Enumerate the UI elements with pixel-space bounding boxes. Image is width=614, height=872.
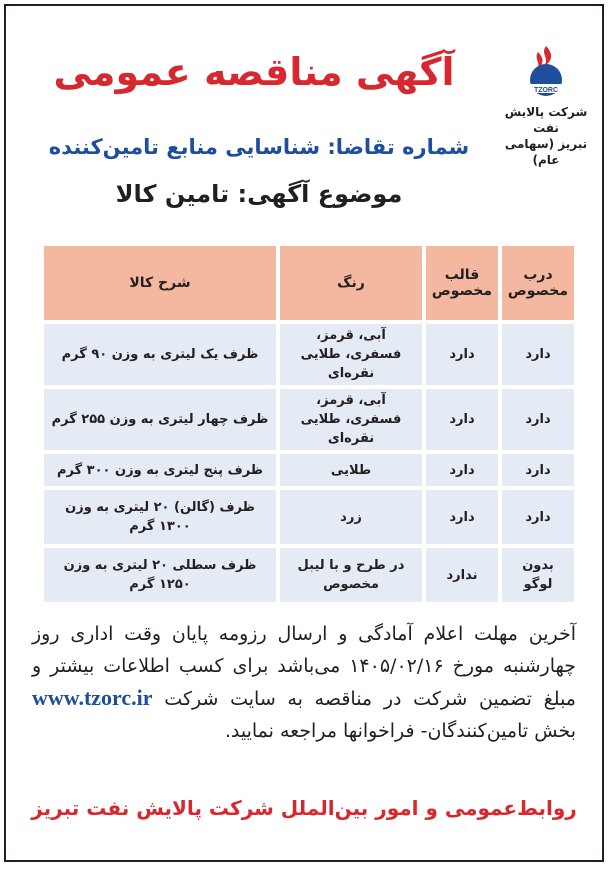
cell-mold: دارد [424, 322, 500, 387]
cell-description: ظرف یک لیتری به وزن ۹۰ گرم [42, 322, 278, 387]
cell-mold: دارد [424, 387, 500, 452]
cell-door: دارد [500, 387, 576, 452]
table-row [42, 452, 576, 488]
cell-color: آبی، قرمز، فسفری، طلایی نقره‌ای [278, 322, 424, 387]
cell-description: ظرف سطلی ۲۰ لیتری به وزن ۱۲۵۰ گرم [42, 546, 278, 604]
svg-text:TZORC: TZORC [533, 87, 559, 94]
company-logo [496, 44, 596, 168]
notice-subject: موضوع آگهی: تامین کالا [115, 180, 403, 208]
cell-door: بدون لوگو [500, 546, 576, 604]
table-row [42, 546, 576, 604]
table-row [42, 387, 576, 452]
cell-color: طلایی [278, 452, 424, 488]
refinery-logo-icon [520, 44, 572, 102]
header-color: رنگ [278, 244, 424, 322]
tender-notice [4, 4, 604, 862]
header-door: درب مخصوص [500, 244, 576, 322]
request-number-line: شماره تقاضا: شناسایی منابع تامین‌کننده [48, 135, 470, 159]
cell-color: آبی، قرمز، فسفری، طلایی نقره‌ای [278, 387, 424, 452]
cell-door: دارد [500, 452, 576, 488]
table-row [42, 488, 576, 546]
header-description: شرح کالا [42, 244, 278, 322]
table-row [42, 322, 576, 387]
cell-description: ظرف پنج لیتری به وزن ۳۰۰ گرم [42, 452, 278, 488]
website-link[interactable]: www.tzorc.ir [32, 685, 153, 710]
notice-body [32, 618, 576, 747]
table-header-row [42, 244, 576, 322]
items-table [40, 242, 578, 606]
public-relations-signature: روابط‌عمومی و امور بین‌الملل شرکت پالایش نفت تبریز [31, 796, 577, 820]
cell-description: ظرف چهار لیتری به وزن ۲۵۵ گرم [42, 387, 278, 452]
cell-door: دارد [500, 488, 576, 546]
company-name: شرکت پالایش نفت تبریز (سهامی عام) [504, 105, 588, 167]
cell-mold: ندارد [424, 546, 500, 604]
notice-title: آگهی مناقصه عمومی [53, 50, 455, 94]
deadline-text: آخرین مهلت اعلام آمادگی و ارسال رزومه پایان وقت اداری روز چهارشنبه مورخ ۱۴۰۵/۰۲/۱۶ می‌باشد برای کسب اطلاعات بیشتر و مبلغ تضمین شرکت در مناقصه به سایت شرکت [32, 623, 576, 710]
cell-description: ظرف (گالن) ۲۰ لیتری به وزن ۱۳۰۰ گرم [42, 488, 278, 546]
cell-mold: دارد [424, 488, 500, 546]
cell-door: دارد [500, 322, 576, 387]
header-mold: قالب مخصوص [424, 244, 500, 322]
cell-color: در طرح و با لیبل مخصوص [278, 546, 424, 604]
cell-color: زرد [278, 488, 424, 546]
cell-mold: دارد [424, 452, 500, 488]
suppliers-section-text: بخش تامین‌کنندگان- فراخوانها مراجعه نمایید. [224, 720, 576, 742]
